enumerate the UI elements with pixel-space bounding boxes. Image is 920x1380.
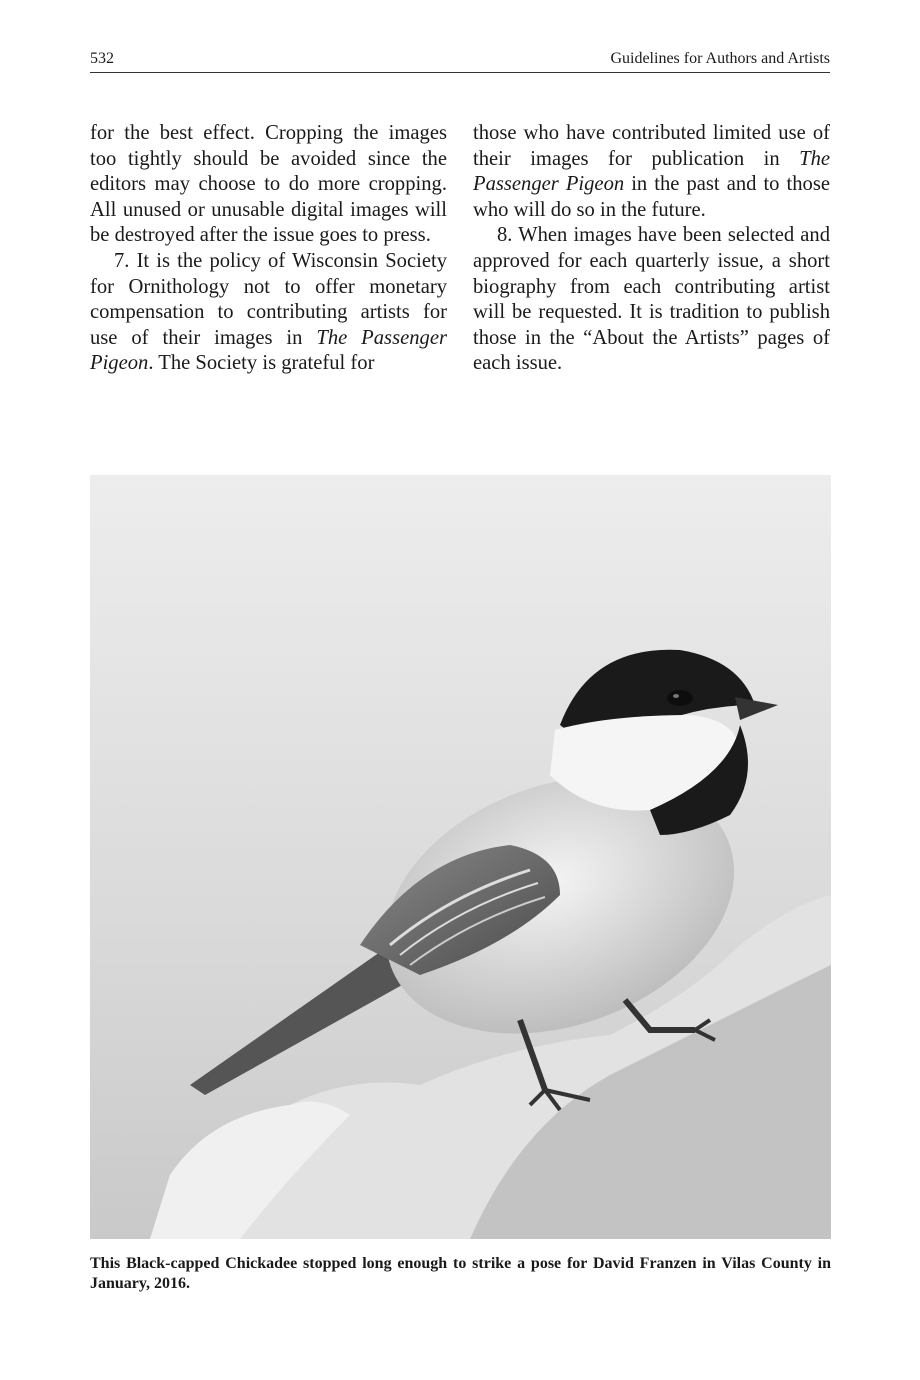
chickadee-photo xyxy=(90,475,831,1239)
paragraph-continuation xyxy=(473,121,830,223)
paragraph-biography: 8. When images have been selected and approved for each quarterly issue, a short biography from each contributing artist will be requested. It is tradition to publish those in the “About the Artists” pages of each issue. xyxy=(473,224,830,375)
continuation-text-end: in the past and to those who will do so in the future. xyxy=(473,173,830,221)
policy-text-start: 7. It is the policy of Wisconsin Society for Ornithology not to offer monetary compensation to contributing artists for use of their images in xyxy=(90,249,447,349)
left-column xyxy=(90,121,447,377)
journal-title-italic: The Passenger Pigeon xyxy=(90,326,447,375)
paragraph-cropping: for the best effect. Cropping the images too tightly should be avoided since the editors may choose to do more cropping. All unused or unusable digital images will be destroyed after the issue goes to press. xyxy=(90,122,447,247)
photo-caption: This Black-capped Chickadee stopped long enough to strike a pose for David Franzen in Vilas County in January, 2016. xyxy=(90,1255,831,1292)
running-title: Guidelines for Authors and Artists xyxy=(610,50,830,67)
journal-title-italic-2: The Passenger Pigeon xyxy=(473,147,830,196)
running-head xyxy=(90,48,830,73)
page-number: 532 xyxy=(90,50,114,67)
continuation-text-start: those who have contributed limited use of their images for publication in xyxy=(473,122,830,170)
paragraph-compensation-policy xyxy=(90,249,447,377)
right-column xyxy=(473,121,830,377)
policy-text-end: . The Society is grateful for xyxy=(148,352,375,375)
chickadee-illustration xyxy=(90,475,831,1239)
eye xyxy=(667,690,693,706)
